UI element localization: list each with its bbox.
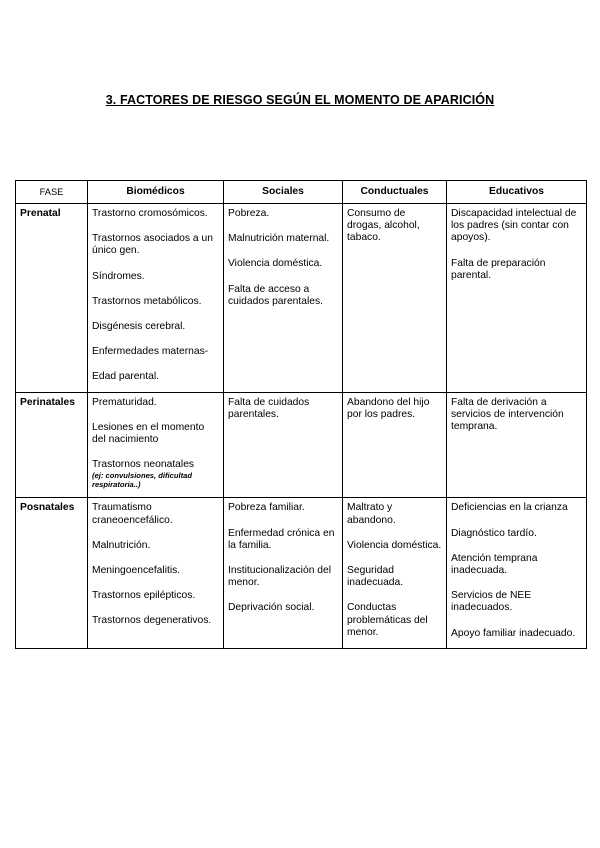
- list-item: Discapacidad intelectual de los padres (sin contar con apoyos).: [451, 208, 577, 244]
- list-item: Prematuridad.: [92, 396, 157, 408]
- list-item: [92, 459, 219, 489]
- list-item: Enfermedades maternas-: [92, 346, 209, 358]
- list-item: Disgénesis cerebral.: [92, 321, 186, 333]
- conductuales-cell: [343, 392, 447, 498]
- list-item: Trastornos asociados a un único gen.: [92, 233, 213, 257]
- header-fase: FASE: [16, 181, 88, 204]
- list-item-text: Trastornos neonatales: [92, 459, 195, 471]
- sociales-cell: [224, 498, 343, 648]
- list-item: Seguridad inadecuada.: [347, 565, 404, 589]
- list-item-note: (ej: convulsiones, dificultad respiratoria..): [92, 471, 192, 490]
- educativos-cell: [447, 204, 587, 393]
- list-item: Meningoencefalitis.: [92, 565, 181, 577]
- header-biomedicos: Biomédicos: [88, 181, 224, 204]
- list-item: Violencia doméstica.: [347, 539, 442, 551]
- table-header-row: [16, 181, 587, 204]
- list-item: Síndromes.: [92, 270, 145, 282]
- list-item: Pobreza familiar.: [228, 502, 305, 514]
- list-item: Conductas problemáticas del menor.: [347, 602, 428, 638]
- educativos-cell: [447, 498, 587, 648]
- list-item: Traumatismo craneoencefálico.: [92, 502, 173, 526]
- list-item: Malnutrición maternal.: [228, 233, 330, 245]
- list-item: Violencia doméstica.: [228, 258, 323, 270]
- list-item: Falta de cuidados parentales.: [228, 396, 310, 420]
- list-item: Abandono del hijo por los padres.: [347, 396, 430, 420]
- list-item: Enfermedad crónica en la familia.: [228, 527, 335, 551]
- list-item: Maltrato y abandono.: [347, 502, 396, 526]
- table-row: [16, 392, 587, 498]
- biomedicos-cell: [88, 204, 224, 393]
- list-item: Deficiencias en la crianza: [451, 502, 568, 514]
- sociales-cell: [224, 392, 343, 498]
- list-item: Deprivación social.: [228, 602, 315, 614]
- risk-factors-table: [15, 180, 587, 649]
- list-item: Institucionalización del menor.: [228, 565, 332, 589]
- list-item: Servicios de NEE inadecuados.: [451, 590, 532, 614]
- list-item: Trastornos epilépticos.: [92, 590, 196, 602]
- header-sociales: Sociales: [224, 181, 343, 204]
- list-item: Falta de derivación a servicios de intervención temprana.: [451, 396, 564, 433]
- header-conductuales: Conductuales: [343, 181, 447, 204]
- list-item: Trastornos metabólicos.: [92, 295, 202, 307]
- list-item: Falta de acceso a cuidados parentales.: [228, 283, 324, 307]
- table-row: [16, 204, 587, 393]
- page-title: 3. FACTORES DE RIESGO SEGÚN EL MOMENTO DE APARICIÓN: [105, 93, 495, 107]
- phase-cell: Perinatales: [16, 392, 88, 498]
- list-item: Lesiones en el momento del nacimiento: [92, 421, 205, 446]
- list-item: Trastornos degenerativos.: [92, 615, 212, 627]
- biomedicos-cell: [88, 392, 224, 498]
- list-item: Trastorno cromosómicos.: [92, 208, 208, 219]
- conductuales-cell: [343, 204, 447, 393]
- list-item: Apoyo familiar inadecuado.: [451, 627, 576, 639]
- list-item: Atención temprana inadecuada.: [451, 552, 538, 577]
- list-item: Consumo de drogas, alcohol, tabaco.: [347, 208, 420, 244]
- sociales-cell: [224, 204, 343, 393]
- conductuales-cell: [343, 498, 447, 648]
- list-item: Diagnóstico tardío.: [451, 527, 537, 539]
- header-educativos: Educativos: [447, 181, 587, 204]
- list-item: Pobreza.: [228, 208, 270, 219]
- table-row: [16, 498, 587, 648]
- list-item: Falta de preparación parental.: [451, 257, 546, 281]
- phase-cell: Posnatales: [16, 498, 88, 648]
- educativos-cell: [447, 392, 587, 498]
- list-item: Edad parental.: [92, 371, 159, 383]
- list-item: Malnutrición.: [92, 539, 151, 551]
- phase-cell: Prenatal: [16, 204, 88, 393]
- biomedicos-cell: [88, 498, 224, 648]
